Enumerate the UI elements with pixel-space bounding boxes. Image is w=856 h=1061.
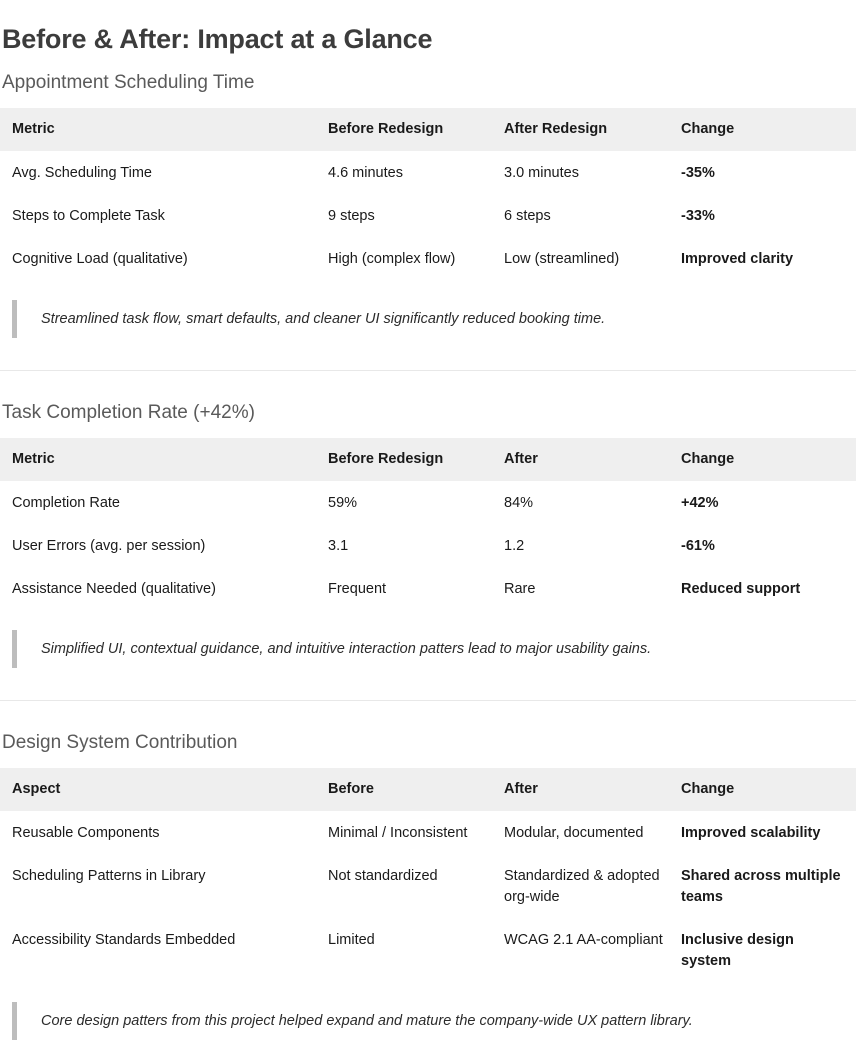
column-header: Before Redesign <box>328 121 444 137</box>
table-cell-change: -61% <box>681 524 856 567</box>
table-cell-label: Assistance Needed (qualitative) <box>0 567 328 610</box>
table-cell-value: 9 steps <box>328 194 504 237</box>
table-cell-value: 6 steps <box>504 194 681 237</box>
column-header: After <box>504 781 538 797</box>
comparison-table <box>0 438 856 610</box>
table-cell-value: 1.2 <box>504 524 681 567</box>
section-callout <box>0 280 856 338</box>
table-row <box>0 811 856 854</box>
section-spacer <box>0 701 856 715</box>
section-callout <box>0 610 856 668</box>
table-cell-change: Reduced support <box>681 567 856 610</box>
column-header: Aspect <box>12 781 61 797</box>
table-cell-value: 84% <box>504 481 681 524</box>
column-header: Before <box>328 781 374 797</box>
table-header-row <box>0 108 856 151</box>
callout-text: Core design patters from this project helped expand and mature the company-wide UX pattern library. <box>41 1013 693 1029</box>
table-row <box>0 854 856 918</box>
table-cell-value: 4.6 minutes <box>328 151 504 194</box>
section-subtitle: Design System Contribution <box>2 732 238 753</box>
table-header-row <box>0 768 856 811</box>
column-header: After <box>504 451 538 467</box>
column-header: Change <box>681 451 735 467</box>
table-cell-label: Accessibility Standards Embedded <box>0 918 328 982</box>
comparison-table <box>0 108 856 280</box>
report-section <box>0 715 856 1040</box>
table-cell-change: -35% <box>681 151 856 194</box>
table-row <box>0 151 856 194</box>
table-cell-label: Completion Rate <box>0 481 328 524</box>
page-title: Before & After: Impact at a Glance <box>2 24 433 54</box>
report-section <box>0 385 856 668</box>
table-cell-value: Minimal / Inconsistent <box>328 811 504 854</box>
table-cell-value: 3.0 minutes <box>504 151 681 194</box>
table-cell-label: Cognitive Load (qualitative) <box>0 237 328 280</box>
column-header: Metric <box>12 121 55 137</box>
table-cell-value: Standardized & adopted org-wide <box>504 854 681 918</box>
column-header: After Redesign <box>504 121 608 137</box>
table-cell-value: Low (streamlined) <box>504 237 681 280</box>
table-cell-value: Modular, documented <box>504 811 681 854</box>
table-cell-value: High (complex flow) <box>328 237 504 280</box>
section-spacer <box>0 371 856 385</box>
table-cell-value: Not standardized <box>328 854 504 918</box>
section-subtitle: Appointment Scheduling Time <box>2 72 255 93</box>
table-row <box>0 237 856 280</box>
table-cell-value: Limited <box>328 918 504 982</box>
column-header: Metric <box>12 451 55 467</box>
sections-container <box>0 55 856 1040</box>
table-cell-value: WCAG 2.1 AA-compliant <box>504 918 681 982</box>
table-row <box>0 567 856 610</box>
table-cell-label: Steps to Complete Task <box>0 194 328 237</box>
table-row <box>0 918 856 982</box>
report-section <box>0 55 856 338</box>
table-cell-label: Scheduling Patterns in Library <box>0 854 328 918</box>
column-header: Before Redesign <box>328 451 444 467</box>
column-header: Change <box>681 781 735 797</box>
callout-text: Streamlined task flow, smart defaults, and cleaner UI significantly reduced booking time. <box>41 311 606 327</box>
table-row <box>0 194 856 237</box>
table-cell-value: Frequent <box>328 567 504 610</box>
table-cell-value: 3.1 <box>328 524 504 567</box>
table-cell-change: Inclusive design system <box>681 918 856 982</box>
table-cell-change: Improved scalability <box>681 811 856 854</box>
callout-text: Simplified UI, contextual guidance, and intuitive interaction patters lead to major usability gains. <box>41 641 652 657</box>
table-row <box>0 481 856 524</box>
table-header-row <box>0 438 856 481</box>
section-subtitle: Task Completion Rate (+42%) <box>2 402 255 423</box>
table-cell-value: Rare <box>504 567 681 610</box>
table-cell-label: User Errors (avg. per session) <box>0 524 328 567</box>
table-cell-value: 59% <box>328 481 504 524</box>
column-header: Change <box>681 121 735 137</box>
table-cell-change: -33% <box>681 194 856 237</box>
table-cell-change: +42% <box>681 481 856 524</box>
table-cell-label: Reusable Components <box>0 811 328 854</box>
table-cell-change: Improved clarity <box>681 237 856 280</box>
section-callout <box>0 982 856 1040</box>
table-cell-change: Shared across multiple teams <box>681 854 856 918</box>
table-row <box>0 524 856 567</box>
comparison-table <box>0 768 856 982</box>
table-cell-label: Avg. Scheduling Time <box>0 151 328 194</box>
